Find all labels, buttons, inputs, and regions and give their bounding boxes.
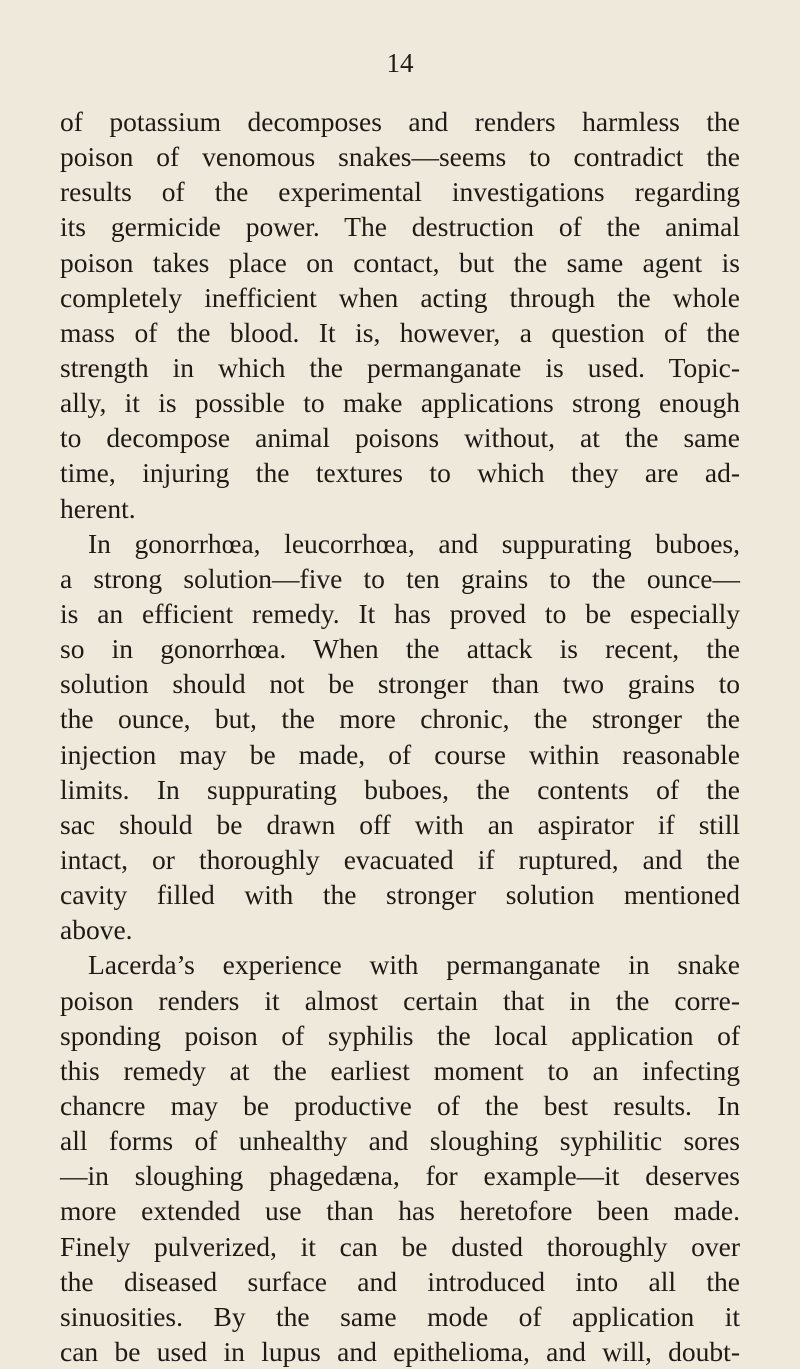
text-line: [60, 174, 740, 209]
text-run: cavity filled with the stronger solution mentioned: [60, 879, 740, 911]
text-run: its germicide power. The destruction of the animal: [60, 211, 740, 243]
text-run: and: [320, 1335, 394, 1367]
text-line: [60, 209, 740, 244]
text-line: [60, 139, 740, 174]
text-run: injection may be made, of course within reasonable: [60, 738, 740, 770]
text-run: chancre may be productive of the best results. In: [60, 1089, 740, 1121]
text-line: [60, 983, 740, 1018]
text-line: [60, 561, 740, 596]
text-line: [60, 315, 740, 350]
text-run: sac should be drawn off with an aspirator if still: [60, 808, 740, 840]
text-line: [60, 701, 740, 736]
text-line: [60, 1334, 740, 1369]
text-run: the ounce, but, the more chronic, the stronger the: [60, 703, 740, 735]
text-line: [60, 737, 740, 772]
text-line: [60, 245, 740, 280]
text-run: more extended use than has heretofore been made.: [60, 1195, 740, 1227]
text-line: [60, 596, 740, 631]
text-line: [60, 1088, 740, 1123]
text-run: sponding poison of syphilis the local application of: [60, 1019, 740, 1051]
text-line: [60, 1053, 740, 1088]
text-run: mass of the blood. It is, however, a question of the: [60, 316, 740, 348]
text-run: results of the experimental investigations regarding: [60, 176, 740, 208]
text-run: ally, it is possible to make applications strong enough: [60, 387, 740, 419]
text-run: above.: [60, 914, 133, 946]
text-run: herent.: [60, 492, 136, 524]
text-line: [60, 350, 740, 385]
text-run: can be used in: [60, 1335, 262, 1367]
text-line: [60, 280, 740, 315]
text-run: strength in which the permanganate is used. Topic-: [60, 351, 740, 383]
italic-text: epithelioma,: [393, 1335, 530, 1367]
text-line: [60, 420, 740, 455]
text-run: the diseased surface and introduced into all the: [60, 1265, 740, 1297]
text-line: [60, 1158, 740, 1193]
text-run: poison renders it almost certain that in the corre-: [60, 984, 740, 1016]
text-line: [60, 1123, 740, 1158]
text-line: [60, 104, 740, 139]
body-text: [60, 104, 740, 1369]
text-line: [60, 912, 740, 947]
italic-text: gonorrhœa, leucorrhœa,: [134, 527, 415, 559]
text-line: [60, 842, 740, 877]
text-line: [60, 666, 740, 701]
text-run: is an efficient remedy. It has proved to be especially: [60, 597, 740, 629]
text-run: Lacerda’s experience with permanganate in snake: [88, 949, 740, 981]
text-run: time, injuring the textures to which they are ad-: [60, 457, 740, 489]
text-line: [60, 1299, 740, 1334]
text-run: —in sloughing phagedæna, for example—it deserves: [60, 1160, 740, 1192]
text-run: and will, doubt-: [529, 1335, 740, 1367]
text-line: [60, 947, 740, 982]
text-line: [60, 772, 740, 807]
text-run: limits. In suppurating buboes, the contents of the: [60, 773, 740, 805]
text-line: [60, 631, 740, 666]
text-run: solution should not be stronger than two grains to: [60, 668, 740, 700]
page-number: 14: [386, 48, 414, 78]
italic-text: suppurating buboes,: [501, 527, 740, 559]
text-run: a strong solution—five to ten grains to the ounce—: [60, 562, 740, 594]
text-run: intact, or thoroughly evacuated if ruptured, and the: [60, 843, 740, 875]
text-line: [60, 1018, 740, 1053]
text-run: all forms of unhealthy and sloughing syphilitic sores: [60, 1125, 740, 1157]
text-run: and: [414, 527, 502, 559]
text-line: [60, 385, 740, 420]
text-run: to decompose animal poisons without, at the same: [60, 422, 740, 454]
text-run: poison of venomous snakes—seems to contradict the: [60, 141, 740, 173]
text-line: [60, 1229, 740, 1264]
text-line: [60, 877, 740, 912]
text-line: [60, 1264, 740, 1299]
text-run: of potassium decomposes and renders harmless the: [60, 106, 740, 137]
text-run: Finely pulverized, it can be dusted thoroughly over: [60, 1230, 740, 1262]
italic-text: lupus: [261, 1335, 321, 1367]
text-run: In: [88, 527, 135, 559]
text-run: poison takes place on contact, but the same agent is: [60, 246, 740, 278]
text-line: [60, 1193, 740, 1228]
text-run: sinuosities. By the same mode of application it: [60, 1300, 740, 1332]
text-line: [60, 526, 740, 561]
text-line: [60, 491, 740, 526]
text-line: [60, 807, 740, 842]
text-run: so in gonorrhœa. When the attack is recent, the: [60, 633, 740, 665]
text-line: [60, 455, 740, 490]
text-run: this remedy at the earliest moment to an infecting: [60, 1054, 740, 1086]
text-run: completely inefficient when acting through the whole: [60, 281, 740, 313]
